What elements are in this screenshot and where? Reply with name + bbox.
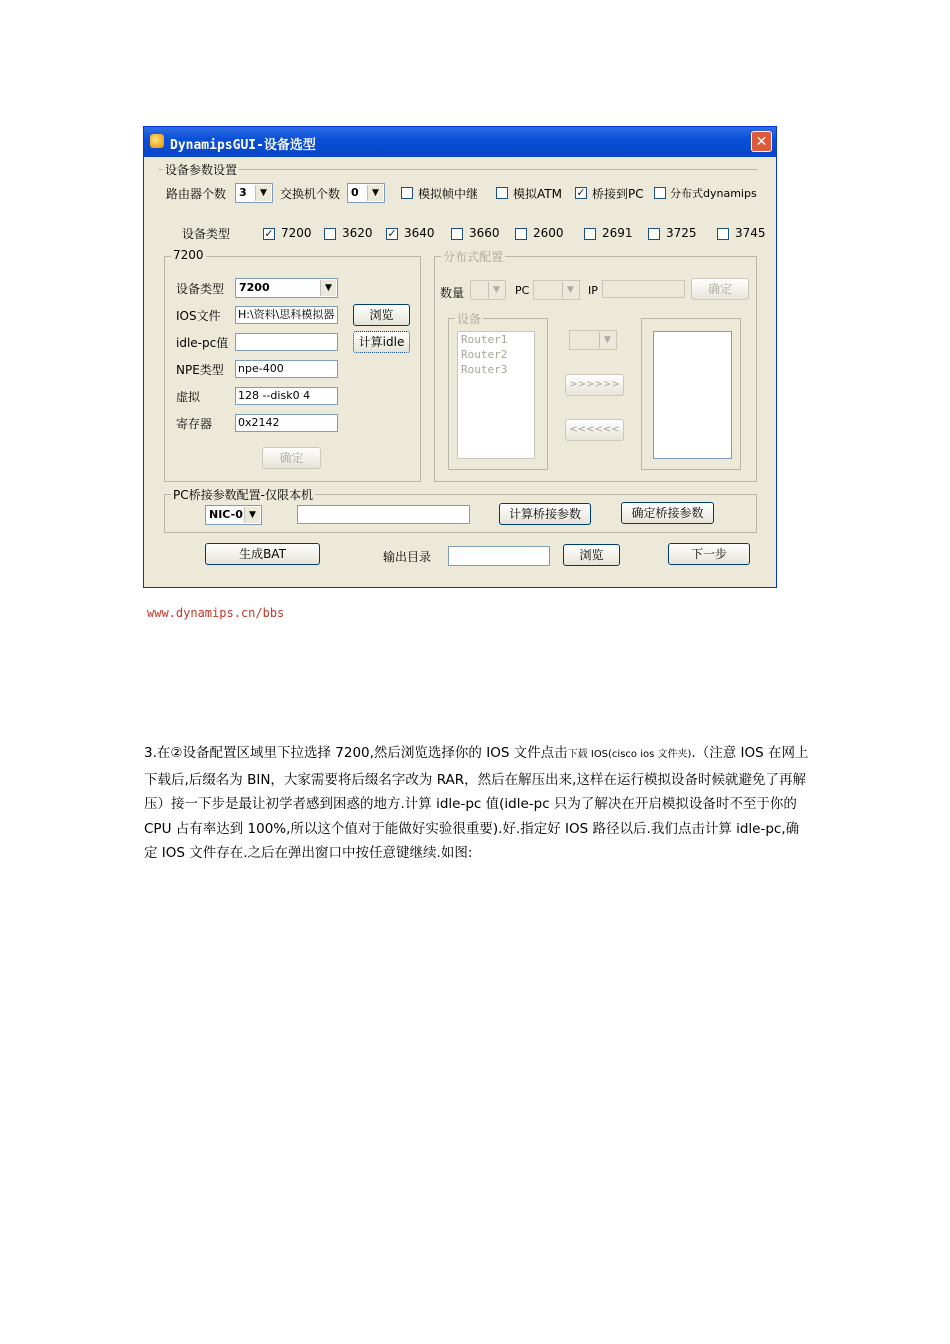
list-item[interactable]: Router2	[461, 348, 508, 361]
dist-devices-label: 设备	[457, 312, 482, 326]
list-item[interactable]: Router1	[461, 333, 508, 346]
chevron-down-icon: ▼	[599, 332, 615, 348]
device-type-select[interactable]	[235, 278, 338, 298]
dist-count-select[interactable]	[470, 280, 506, 300]
model-2600-label: 2600	[533, 226, 564, 240]
next-step-button[interactable]: 下一步	[668, 543, 750, 565]
atm-checkbox[interactable]	[496, 187, 508, 199]
dist-pc-select[interactable]	[533, 280, 580, 300]
dist-ok-button[interactable]: 确定	[691, 278, 749, 300]
npe-type-label: NPE类型	[176, 363, 224, 377]
switch-count-value: 0	[351, 186, 359, 199]
dist-pc-label: PC	[515, 284, 530, 297]
move-left-button[interactable]: <<<<<<	[565, 419, 624, 441]
idle-pc-input[interactable]	[235, 333, 338, 351]
chevron-down-icon: ▼	[320, 280, 336, 296]
bridge-pc-label: 桥接到PC	[592, 187, 644, 201]
calc-bridge-button[interactable]: 计算桥接参数	[499, 503, 591, 525]
virtual-label: 虚拟	[176, 390, 201, 404]
register-input[interactable]: 0x2142	[235, 414, 338, 432]
model-3660-checkbox[interactable]	[451, 228, 463, 240]
model-3620-label: 3620	[342, 226, 373, 240]
model-3620-checkbox[interactable]	[324, 228, 336, 240]
distributed-label: 分布式dynamips	[670, 187, 757, 200]
router-count-value: 3	[239, 186, 247, 199]
virtual-input[interactable]: 128 --disk0 4	[235, 387, 338, 405]
model-3745-checkbox[interactable]	[717, 228, 729, 240]
model-3745-label: 3745	[735, 226, 766, 240]
model-3640-label: 3640	[404, 226, 435, 240]
model-panel-label: 7200	[173, 248, 204, 262]
idle-pc-label: idle-pc值	[176, 336, 229, 350]
chevron-down-icon: ▼	[255, 185, 271, 201]
device-type-value: 7200	[239, 281, 270, 294]
device-type-label: 设备类型	[182, 227, 231, 241]
title-bar[interactable]	[144, 127, 776, 157]
para-part3: .（注意 IOS 在网上下载后,后缀名为 BIN，大家需要将后缀名字改为 RAR，然后在解压出来,这样在运行模拟设备时候就避免了再解压）接一下步是最让初学者感到困惑的地方.计算 idle-pc 值(idle-pc 只为了解决在开启模拟设备时不至于你的 CPU 占有率达到 100%,所以这个值对于能做好实验很重要).好.指定好 IOS 路径以后.我们点击计算 idle-pc,确定 IOS 文件存在.之后在弹出窗口中按任意键继续.如图:	[144, 745, 809, 861]
model-3660-label: 3660	[469, 226, 500, 240]
model-3725-label: 3725	[666, 226, 697, 240]
ios-file-input[interactable]: H:\资料\思科模拟器	[235, 306, 338, 324]
nic-select[interactable]	[205, 505, 262, 525]
frame-relay-label: 模拟帧中继	[418, 187, 479, 201]
model-3725-checkbox[interactable]	[648, 228, 660, 240]
chevron-down-icon: ▼	[562, 282, 578, 298]
caption-url: www.dynamips.cn/bbs	[147, 606, 285, 620]
model-2691-label: 2691	[602, 226, 633, 240]
output-browse-button[interactable]: 浏览	[563, 544, 620, 566]
distributed-label-text: 分布式配置	[443, 250, 504, 264]
dist-target-select[interactable]	[569, 330, 617, 350]
distributed-checkbox[interactable]	[654, 187, 666, 199]
dist-count-label: 数量	[440, 286, 465, 300]
output-dir-label: 输出目录	[383, 550, 432, 564]
chevron-down-icon: ▼	[244, 507, 260, 523]
bridge-label: PC桥接参数配置-仅限本机	[173, 488, 313, 502]
ios-browse-button[interactable]: 浏览	[353, 304, 410, 326]
instruction-paragraph	[144, 741, 810, 866]
model-2600-checkbox[interactable]	[515, 228, 527, 240]
router-count-label: 路由器个数	[166, 187, 227, 201]
close-button[interactable]: ✕	[751, 131, 772, 152]
nic-value: NIC-0	[209, 508, 243, 521]
model-2691-checkbox[interactable]	[584, 228, 596, 240]
chevron-down-icon: ▼	[367, 185, 383, 201]
switch-count-label: 交换机个数	[280, 187, 341, 201]
device-params-label: 设备参数设置	[165, 163, 238, 177]
model-7200-checkbox[interactable]: ✓	[264, 227, 274, 240]
move-right-button[interactable]: >>>>>>	[565, 374, 624, 396]
register-label: 寄存器	[176, 417, 213, 431]
list-item[interactable]: Router3	[461, 363, 508, 376]
dynamips-window	[143, 126, 777, 588]
bridge-pc-checkbox[interactable]: ✓	[576, 186, 586, 199]
confirm-bridge-button[interactable]: 确定桥接参数	[621, 502, 714, 524]
device-type-field-label: 设备类型	[176, 282, 225, 296]
dist-ip-label: IP	[588, 284, 598, 297]
para-part1: 3.在②设备配置区域里下拉选择 7200,然后浏览选择你的 IOS 文件点击	[144, 745, 568, 761]
model-7200-label: 7200	[281, 226, 312, 240]
para-download-link[interactable]: 下载 IOS(cisco ios 文件夹)	[567, 749, 692, 760]
frame-relay-checkbox[interactable]	[401, 187, 413, 199]
bridge-param-input[interactable]	[297, 505, 470, 524]
npe-type-input[interactable]: npe-400	[235, 360, 338, 378]
model-3640-checkbox[interactable]: ✓	[387, 227, 397, 240]
chevron-down-icon: ▼	[488, 282, 504, 298]
router-count-select[interactable]	[235, 183, 273, 203]
model-ok-button[interactable]: 确定	[262, 447, 321, 469]
ios-file-label: IOS文件	[176, 309, 221, 323]
output-dir-input[interactable]	[448, 546, 550, 566]
window-title: DynamipsGUI-设备选型	[170, 138, 316, 153]
calc-idle-button[interactable]: 计算idle	[353, 331, 410, 353]
app-icon	[150, 134, 164, 148]
switch-count-select[interactable]	[347, 183, 385, 203]
generate-bat-button[interactable]: 生成BAT	[205, 543, 320, 565]
dist-target-list[interactable]	[653, 331, 732, 459]
dist-device-list[interactable]	[457, 331, 535, 459]
atm-label: 模拟ATM	[513, 187, 562, 201]
dist-ip-input[interactable]	[602, 280, 685, 298]
